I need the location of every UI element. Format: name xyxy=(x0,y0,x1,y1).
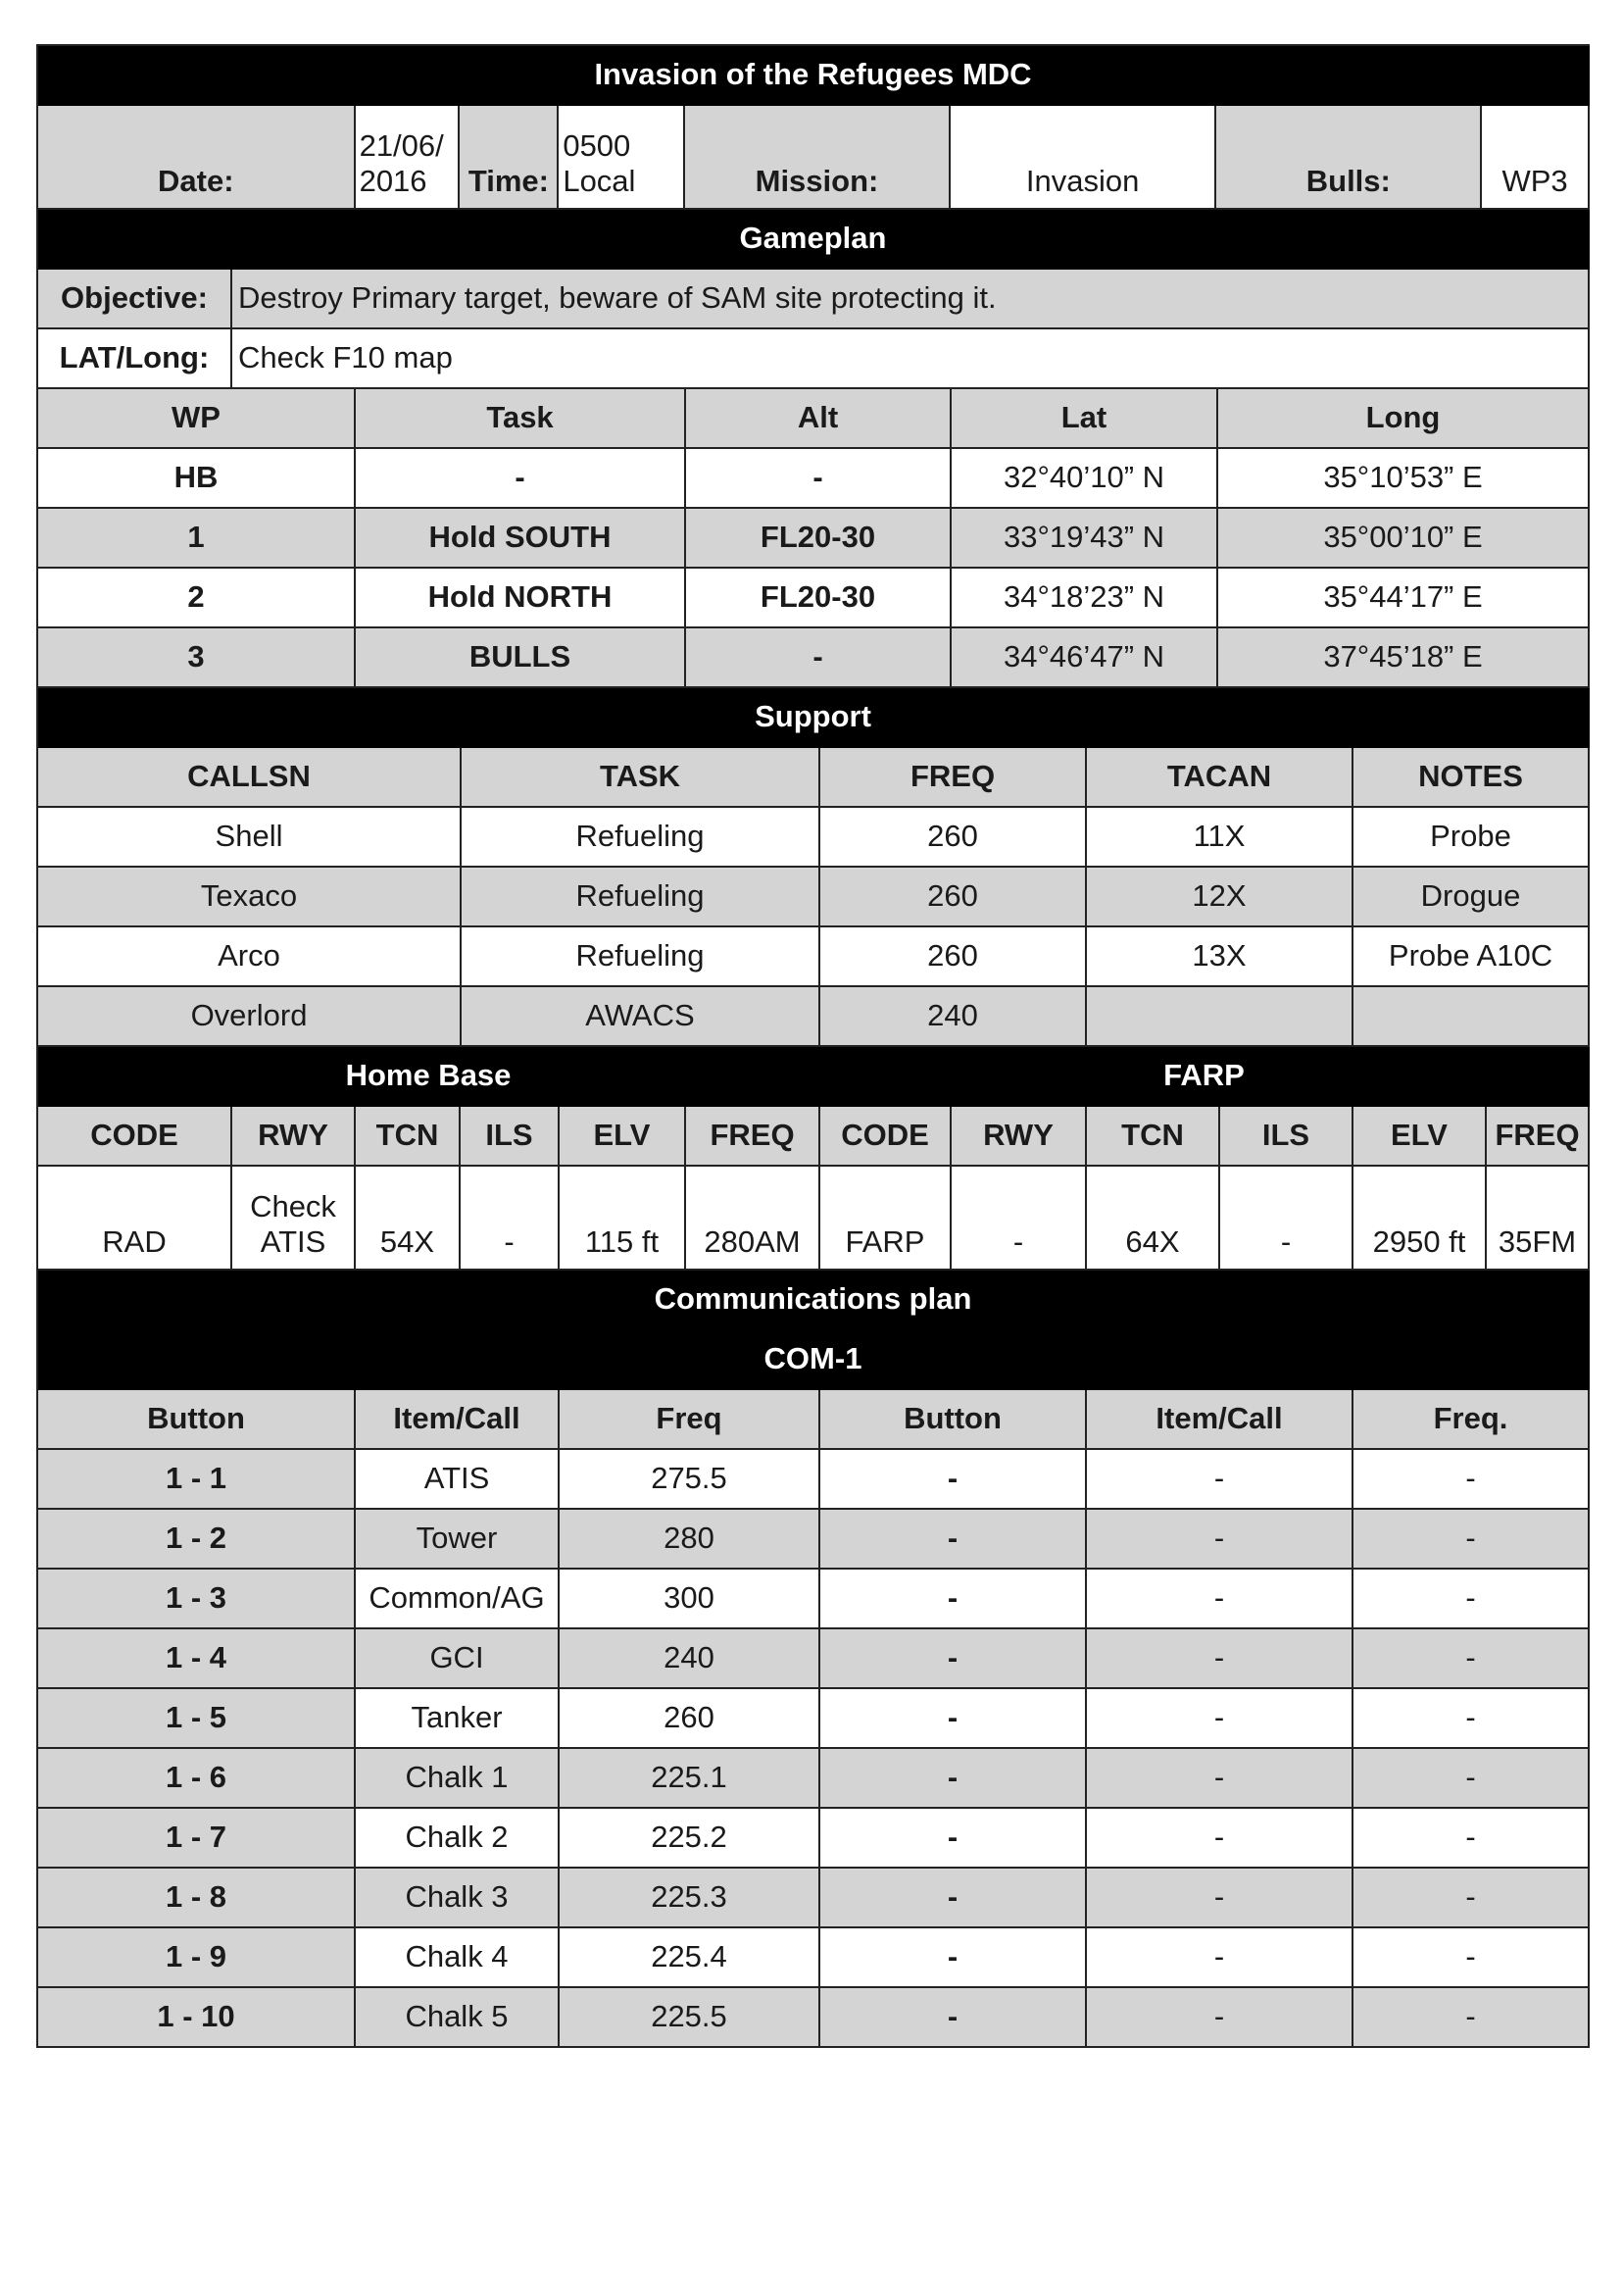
farp-freq: 35FM xyxy=(1487,1167,1590,1271)
date-value-line2: 2016 xyxy=(359,164,427,199)
col-header-home-ils: ILS xyxy=(461,1107,560,1167)
col-header-button-2: Button xyxy=(820,1390,1087,1450)
support-row xyxy=(38,927,1590,987)
waypoint-lat: 33°19’43” N xyxy=(952,509,1218,569)
time-label: Time: xyxy=(460,106,559,210)
date-value-line1: 21/06/ xyxy=(359,127,444,163)
home-ils: - xyxy=(461,1167,560,1271)
com1-banner-row xyxy=(38,1330,1590,1390)
comm-freq: 240 xyxy=(560,1629,820,1689)
latlong-value: Check F10 map xyxy=(232,329,1590,389)
col-header-lat: Lat xyxy=(952,389,1218,449)
waypoint-alt: - xyxy=(686,628,952,688)
col-header-farp-freq: FREQ xyxy=(1487,1107,1590,1167)
comm-item: Chalk 2 xyxy=(356,1809,560,1869)
support-notes: Probe A10C xyxy=(1353,927,1590,987)
farp-code: FARP xyxy=(820,1167,952,1271)
comm-item: Tower xyxy=(356,1510,560,1570)
support-notes: Drogue xyxy=(1353,868,1590,927)
comms-row xyxy=(38,1570,1590,1629)
home-rwy xyxy=(232,1167,356,1271)
col-header-item-2: Item/Call xyxy=(1087,1390,1353,1450)
waypoint-task: - xyxy=(356,449,686,509)
farp-banner: FARP xyxy=(820,1047,1590,1107)
comm-freq-2: - xyxy=(1353,1928,1590,1988)
comms-row xyxy=(38,1629,1590,1689)
card-title: Invasion of the Refugees MDC xyxy=(38,46,1590,106)
waypoint-long: 37°45’18” E xyxy=(1218,628,1590,688)
col-header-freq-2: Freq. xyxy=(1353,1390,1590,1450)
farp-rwy: - xyxy=(952,1167,1087,1271)
comm-freq-2: - xyxy=(1353,1450,1590,1510)
comm-button-2: - xyxy=(820,1869,1087,1928)
waypoint-lat: 34°46’47” N xyxy=(952,628,1218,688)
support-task: AWACS xyxy=(462,987,820,1047)
waypoint-id: 3 xyxy=(38,628,356,688)
waypoint-long: 35°10’53” E xyxy=(1218,449,1590,509)
waypoint-id: 2 xyxy=(38,569,356,628)
comm-item-2: - xyxy=(1087,1749,1353,1809)
comm-freq-2: - xyxy=(1353,1629,1590,1689)
comm-freq-2: - xyxy=(1353,1988,1590,2048)
date-label: Date: xyxy=(38,106,356,210)
comm-item-2: - xyxy=(1087,1928,1353,1988)
waypoint-row xyxy=(38,449,1590,509)
home-freq: 280AM xyxy=(686,1167,820,1271)
bulls-label: Bulls: xyxy=(1216,106,1482,210)
date-value xyxy=(356,106,461,210)
header-row xyxy=(38,106,1590,210)
waypoint-task: Hold SOUTH xyxy=(356,509,686,569)
support-row xyxy=(38,987,1590,1047)
comm-freq-2: - xyxy=(1353,1809,1590,1869)
bulls-value: WP3 xyxy=(1482,106,1590,210)
home-rwy-line2: ATIS xyxy=(260,1224,326,1260)
comm-freq: 225.3 xyxy=(560,1869,820,1928)
comm-freq: 300 xyxy=(560,1570,820,1629)
support-tacan: 13X xyxy=(1087,927,1353,987)
comm-item: Chalk 1 xyxy=(356,1749,560,1809)
comm-button: 1 - 10 xyxy=(38,1988,356,2048)
comm-freq-2: - xyxy=(1353,1869,1590,1928)
comm-item: Tanker xyxy=(356,1689,560,1749)
col-header-notes: NOTES xyxy=(1353,748,1590,808)
comm-button-2: - xyxy=(820,1450,1087,1510)
col-header-long: Long xyxy=(1218,389,1590,449)
comms-row xyxy=(38,1809,1590,1869)
comm-button-2: - xyxy=(820,1749,1087,1809)
waypoint-task: Hold NORTH xyxy=(356,569,686,628)
comm-freq: 280 xyxy=(560,1510,820,1570)
farp-tcn: 64X xyxy=(1087,1167,1220,1271)
support-notes xyxy=(1353,987,1590,1047)
support-notes: Probe xyxy=(1353,808,1590,868)
col-header-freq: Freq xyxy=(560,1390,820,1450)
gameplan-banner-row xyxy=(38,210,1590,270)
comm-button: 1 - 6 xyxy=(38,1749,356,1809)
comm-button-2: - xyxy=(820,1570,1087,1629)
col-header-home-tcn: TCN xyxy=(356,1107,461,1167)
waypoint-lat: 32°40’10” N xyxy=(952,449,1218,509)
col-header-farp-ils: ILS xyxy=(1220,1107,1353,1167)
support-callsign: Arco xyxy=(38,927,462,987)
comm-item: Chalk 4 xyxy=(356,1928,560,1988)
objective-value: Destroy Primary target, beware of SAM site protecting it. xyxy=(232,270,1590,329)
waypoint-alt: - xyxy=(686,449,952,509)
comm-freq: 260 xyxy=(560,1689,820,1749)
comm-button: 1 - 4 xyxy=(38,1629,356,1689)
waypoint-task: BULLS xyxy=(356,628,686,688)
comm-item-2: - xyxy=(1087,1629,1353,1689)
comm-button-2: - xyxy=(820,1928,1087,1988)
comms-row xyxy=(38,1988,1590,2048)
objective-row xyxy=(38,270,1590,329)
waypoint-id: HB xyxy=(38,449,356,509)
col-header-home-elv: ELV xyxy=(560,1107,686,1167)
waypoint-long: 35°44’17” E xyxy=(1218,569,1590,628)
comms-row xyxy=(38,1689,1590,1749)
time-value-line2: Local xyxy=(563,164,636,199)
col-header-tacan: TACAN xyxy=(1087,748,1353,808)
comm-item: Common/AG xyxy=(356,1570,560,1629)
comms-row xyxy=(38,1450,1590,1510)
comm-freq: 275.5 xyxy=(560,1450,820,1510)
comm-button-2: - xyxy=(820,1988,1087,2048)
home-base-banner: Home Base xyxy=(38,1047,820,1107)
comms-row xyxy=(38,1749,1590,1809)
support-banner: Support xyxy=(38,688,1590,748)
comms-row xyxy=(38,1869,1590,1928)
comm-freq-2: - xyxy=(1353,1689,1590,1749)
waypoint-long: 35°00’10” E xyxy=(1218,509,1590,569)
home-elv: 115 ft xyxy=(560,1167,686,1271)
home-code: RAD xyxy=(38,1167,232,1271)
support-freq: 260 xyxy=(820,927,1087,987)
comms-row xyxy=(38,1928,1590,1988)
time-value-line1: 0500 xyxy=(563,127,631,163)
comms-banner-row xyxy=(38,1271,1590,1330)
support-row xyxy=(38,808,1590,868)
col-header-task: TASK xyxy=(462,748,820,808)
home-tcn: 54X xyxy=(356,1167,461,1271)
support-freq: 260 xyxy=(820,808,1087,868)
comm-freq: 225.1 xyxy=(560,1749,820,1809)
support-callsign: Overlord xyxy=(38,987,462,1047)
col-header-home-code: CODE xyxy=(38,1107,232,1167)
col-header-wp: WP xyxy=(38,389,356,449)
col-header-farp-rwy: RWY xyxy=(952,1107,1087,1167)
mission-label: Mission: xyxy=(685,106,951,210)
col-header-home-freq: FREQ xyxy=(686,1107,820,1167)
comm-button-2: - xyxy=(820,1809,1087,1869)
comm-item-2: - xyxy=(1087,1809,1353,1869)
comm-item: ATIS xyxy=(356,1450,560,1510)
waypoint-header-row xyxy=(38,389,1590,449)
latlong-row xyxy=(38,329,1590,389)
waypoint-row xyxy=(38,628,1590,688)
comm-button: 1 - 1 xyxy=(38,1450,356,1510)
support-banner-row xyxy=(38,688,1590,748)
farp-ils: - xyxy=(1220,1167,1353,1271)
com1-banner: COM-1 xyxy=(38,1330,1590,1390)
comm-item-2: - xyxy=(1087,1570,1353,1629)
comm-button: 1 - 3 xyxy=(38,1570,356,1629)
col-header-freq: FREQ xyxy=(820,748,1087,808)
col-header-home-rwy: RWY xyxy=(232,1107,356,1167)
home-rwy-line1: Check xyxy=(250,1188,336,1223)
support-callsign: Texaco xyxy=(38,868,462,927)
support-tacan: 11X xyxy=(1087,808,1353,868)
comm-button-2: - xyxy=(820,1629,1087,1689)
col-header-farp-code: CODE xyxy=(820,1107,952,1167)
col-header-item: Item/Call xyxy=(356,1390,560,1450)
col-header-farp-elv: ELV xyxy=(1353,1107,1487,1167)
gameplan-banner: Gameplan xyxy=(38,210,1590,270)
support-header-row xyxy=(38,748,1590,808)
comm-button: 1 - 5 xyxy=(38,1689,356,1749)
support-tacan: 12X xyxy=(1087,868,1353,927)
comm-item-2: - xyxy=(1087,1510,1353,1570)
objective-label: Objective: xyxy=(38,270,232,329)
support-task: Refueling xyxy=(462,868,820,927)
waypoint-lat: 34°18’23” N xyxy=(952,569,1218,628)
comm-button-2: - xyxy=(820,1510,1087,1570)
comm-button: 1 - 2 xyxy=(38,1510,356,1570)
waypoint-id: 1 xyxy=(38,509,356,569)
comm-item-2: - xyxy=(1087,1988,1353,2048)
comm-item: Chalk 5 xyxy=(356,1988,560,2048)
waypoint-alt: FL20-30 xyxy=(686,509,952,569)
mission-value: Invasion xyxy=(951,106,1217,210)
comm-freq: 225.2 xyxy=(560,1809,820,1869)
bases-header-row xyxy=(38,1107,1590,1167)
bases-banner-row xyxy=(38,1047,1590,1107)
comm-item: Chalk 3 xyxy=(356,1869,560,1928)
col-header-farp-tcn: TCN xyxy=(1087,1107,1220,1167)
waypoint-row xyxy=(38,509,1590,569)
support-freq: 240 xyxy=(820,987,1087,1047)
comm-button: 1 - 7 xyxy=(38,1809,356,1869)
col-header-alt: Alt xyxy=(686,389,952,449)
latlong-label: LAT/Long: xyxy=(38,329,232,389)
comm-item-2: - xyxy=(1087,1869,1353,1928)
bases-data-row xyxy=(38,1167,1590,1271)
comm-freq: 225.5 xyxy=(560,1988,820,2048)
support-callsign: Shell xyxy=(38,808,462,868)
comm-item-2: - xyxy=(1087,1689,1353,1749)
comms-row xyxy=(38,1510,1590,1570)
mission-data-card xyxy=(36,44,1590,2048)
comms-banner: Communications plan xyxy=(38,1271,1590,1330)
comm-button: 1 - 9 xyxy=(38,1928,356,1988)
comm-freq: 225.4 xyxy=(560,1928,820,1988)
waypoint-row xyxy=(38,569,1590,628)
comm-item: GCI xyxy=(356,1629,560,1689)
comms-header-row xyxy=(38,1390,1590,1450)
time-value xyxy=(559,106,685,210)
comm-item-2: - xyxy=(1087,1450,1353,1510)
title-row xyxy=(38,46,1590,106)
support-task: Refueling xyxy=(462,808,820,868)
comm-freq-2: - xyxy=(1353,1510,1590,1570)
waypoint-alt: FL20-30 xyxy=(686,569,952,628)
comm-freq-2: - xyxy=(1353,1570,1590,1629)
col-header-callsign: CALLSN xyxy=(38,748,462,808)
support-task: Refueling xyxy=(462,927,820,987)
comm-button-2: - xyxy=(820,1689,1087,1749)
comm-freq-2: - xyxy=(1353,1749,1590,1809)
col-header-task: Task xyxy=(356,389,686,449)
farp-elv: 2950 ft xyxy=(1353,1167,1487,1271)
support-row xyxy=(38,868,1590,927)
comm-button: 1 - 8 xyxy=(38,1869,356,1928)
support-freq: 260 xyxy=(820,868,1087,927)
support-tacan xyxy=(1087,987,1353,1047)
col-header-button: Button xyxy=(38,1390,356,1450)
